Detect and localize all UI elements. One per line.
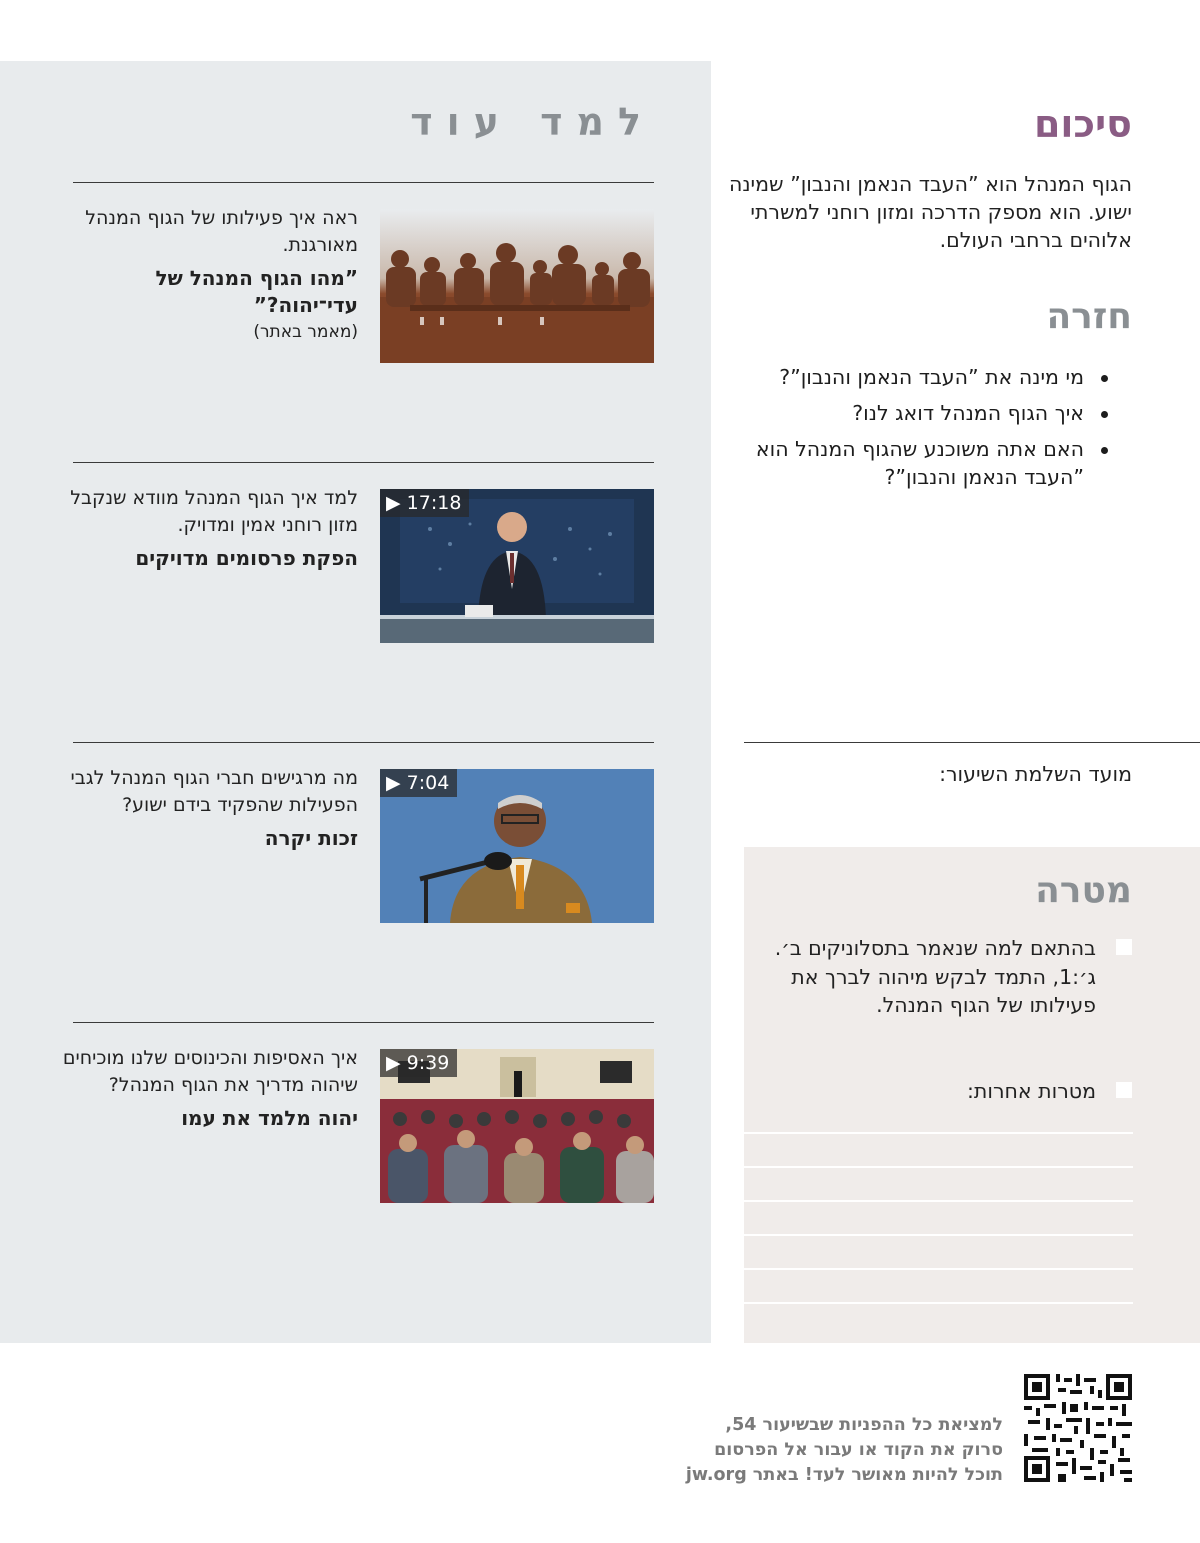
footer-line: תוכל להיות מאושר לעד! באתר jw.org — [685, 1465, 1003, 1485]
goal-item — [756, 934, 1132, 1020]
completion-date-label: מועד השלמת השיעור: — [939, 762, 1132, 786]
goal-title: מטרה — [1035, 870, 1132, 911]
goal-item-text: בהתאם למה שנאמר בתסלוניקים ב׳. ג׳:1, התמד לבקש מיהוה לברך את פעילותו של הגוף המנהל. — [774, 936, 1096, 1017]
writing-line[interactable] — [744, 1132, 1133, 1134]
footer-line: למציאת כל ההפניות שבשיעור 54, — [725, 1415, 1003, 1435]
writing-line[interactable] — [744, 1200, 1133, 1202]
item-note: (מאמר באתר) — [253, 322, 358, 342]
video-duration: ▶ 9:39 — [380, 1049, 457, 1077]
summary-title: סיכום — [1033, 102, 1132, 146]
writing-line[interactable] — [744, 1268, 1133, 1270]
learn-more-title: למד עוד — [410, 100, 655, 144]
video-link[interactable]: יהוה מלמד את עמו — [181, 1106, 358, 1130]
video-duration: ▶ 17:18 — [380, 489, 469, 517]
video-link[interactable]: הפקת פרסומים מדויקים — [135, 546, 358, 570]
video-thumbnail[interactable] — [380, 489, 654, 643]
footer-line: סרוק את הקוד או עבור אל הפרסום — [714, 1440, 1003, 1460]
review-title: חזרה — [1046, 296, 1132, 337]
goal-checkbox[interactable] — [1116, 939, 1132, 955]
item-description: מה מרגישים חברי הגוף המנהל לגבי הפעילות שהפקיד בידם ישוע? — [70, 767, 358, 816]
article-thumbnail[interactable] — [380, 209, 654, 363]
summary-text: הגוף המנהל הוא ”העבד הנאמן והנבון” שמינה ישוע. הוא מספק הדרכה ומזון רוחני למשרתי אלוהים ברחבי העולם. — [728, 172, 1132, 252]
writing-line[interactable] — [744, 1166, 1133, 1168]
item-description: למד איך הגוף המנהל מוודא שנקבל מזון רוחני אמין ומדויק. — [70, 487, 358, 536]
divider — [73, 182, 654, 183]
divider — [73, 742, 654, 743]
writing-line[interactable] — [744, 1234, 1133, 1236]
learn-more-item — [58, 205, 358, 345]
goal-checkbox[interactable] — [1116, 1082, 1132, 1098]
item-description: איך האסיפות והכינוסים שלנו מוכיחים שיהוה מדריך את הגוף המנהל? — [62, 1047, 358, 1096]
video-duration: ▶ 7:04 — [380, 769, 457, 797]
divider — [744, 742, 1200, 743]
review-question: איך הגוף המנהל דואג לנו? — [748, 399, 1108, 427]
review-question: מי מינה את ”העבד הנאמן והנבון”? — [748, 363, 1108, 391]
learn-more-item — [58, 765, 358, 852]
review-question: האם אתה משוכנע שהגוף המנהל הוא ”העבד הנאמן והנבון”? — [748, 435, 1108, 491]
video-link[interactable]: זכות יקרה — [264, 826, 358, 850]
article-link[interactable]: ”מהו הגוף המנהל של עדי־יהוה?” — [155, 266, 358, 317]
learn-more-item — [58, 485, 358, 572]
review-questions — [748, 363, 1108, 499]
goal-item-text: מטרות אחרות: — [967, 1079, 1096, 1103]
divider — [73, 462, 654, 463]
footer-text — [583, 1413, 1003, 1488]
item-description: ראה איך פעילותו של הגוף המנהל מאורגנת. — [85, 207, 358, 256]
writing-line[interactable] — [744, 1302, 1133, 1304]
divider — [73, 1022, 654, 1023]
goal-item — [756, 1077, 1132, 1106]
meeting-silhouette-image — [380, 209, 654, 363]
learn-more-item — [58, 1045, 358, 1132]
video-thumbnail[interactable] — [380, 769, 654, 923]
qr-code-icon[interactable] — [1024, 1374, 1132, 1482]
video-thumbnail[interactable] — [380, 1049, 654, 1203]
